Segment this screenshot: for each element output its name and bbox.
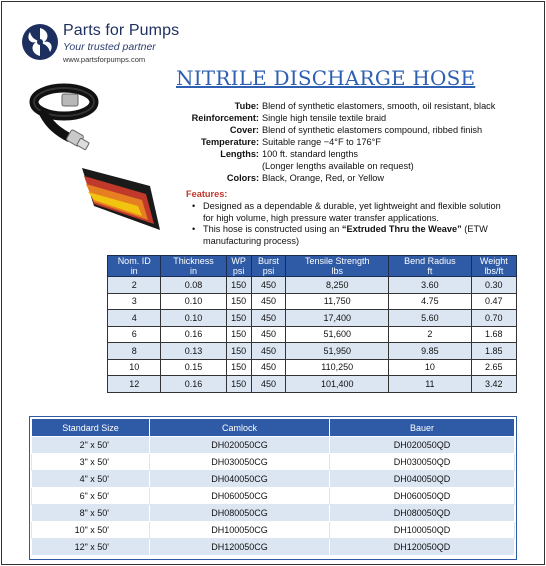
cell: 1.85 <box>471 343 516 360</box>
cell: 101,400 <box>286 376 389 393</box>
cell: 10 <box>389 359 471 376</box>
hose-layers-image <box>76 160 162 236</box>
cell-camlock: DH040050CG <box>150 471 330 488</box>
brand-name: Parts for Pumps <box>63 22 180 39</box>
cell: 5.60 <box>389 310 471 327</box>
spec-row <box>170 172 495 184</box>
col-header: Nom. ID in <box>108 256 161 277</box>
cell: 0.10 <box>161 310 226 327</box>
cell: 9.85 <box>389 343 471 360</box>
cell: 0.10 <box>161 293 226 310</box>
cell: 2.65 <box>471 359 516 376</box>
spec-value: Blend of synthetic elastomers compound, ribbed finish <box>262 125 483 135</box>
cell: 11 <box>389 376 471 393</box>
cell-camlock: DH080050CG <box>150 505 330 522</box>
cell-camlock: DH020050CG <box>150 437 330 454</box>
cell: 8 <box>108 343 161 360</box>
cell-bauer: DH040050QD <box>330 471 515 488</box>
cell-size: 3" x 50' <box>32 454 150 471</box>
part-number-table <box>31 418 515 556</box>
cell: 3.60 <box>389 277 471 294</box>
cell: 3 <box>108 293 161 310</box>
cell-bauer: DH120050QD <box>330 539 515 556</box>
col-header-size: Standard Size <box>32 419 150 437</box>
col-header: Thickness in <box>161 256 226 277</box>
cell-camlock: DH030050CG <box>150 454 330 471</box>
spec-key: Lengths: <box>220 149 259 159</box>
cell-bauer: DH080050QD <box>330 505 515 522</box>
cell: 12 <box>108 376 161 393</box>
cell-camlock: DH100050CG <box>150 522 330 539</box>
cell: 0.70 <box>471 310 516 327</box>
cell: 450 <box>251 310 286 327</box>
col-header: WP psi <box>226 256 251 277</box>
cell: 3.42 <box>471 376 516 393</box>
cell: 0.47 <box>471 293 516 310</box>
spec-row <box>170 100 495 112</box>
cell: 2 <box>108 277 161 294</box>
cell: 4 <box>108 310 161 327</box>
cell: 4.75 <box>389 293 471 310</box>
table-row <box>108 343 517 360</box>
features-heading: Features: <box>186 189 228 199</box>
col-header-bauer: Bauer <box>330 419 515 437</box>
spec-key: Colors: <box>226 173 259 183</box>
spec-key: Cover: <box>229 125 259 135</box>
cell: 0.16 <box>161 376 226 393</box>
table-row <box>32 488 515 505</box>
cell: 10 <box>108 359 161 376</box>
page-title: NITRILE DISCHARGE HOSE <box>176 66 476 90</box>
cell: 51,600 <box>286 326 389 343</box>
spec-key: Reinforcement: <box>191 113 259 123</box>
cell-size: 6" x 50' <box>32 488 150 505</box>
cell: 11,750 <box>286 293 389 310</box>
cell: 0.16 <box>161 326 226 343</box>
col-header-camlock: Camlock <box>150 419 330 437</box>
spec-value: Suitable range −4°F to 176°F <box>262 137 381 147</box>
cell-size: 4" x 50' <box>32 471 150 488</box>
table-row <box>108 376 517 393</box>
spec-value: Blend of synthetic elastomers, smooth, oil resistant, black <box>262 101 496 111</box>
spec-table-header-row <box>108 256 517 277</box>
cell: 450 <box>251 293 286 310</box>
cell: 0.15 <box>161 359 226 376</box>
feature-text: Designed as a dependable & durable, yet lightweight and flexible solution for high volume, high pressure water transfer applications. <box>203 201 501 223</box>
cell-bauer: DH060050QD <box>330 488 515 505</box>
col-header: Bend Radius ft <box>389 256 471 277</box>
cell: 17,400 <box>286 310 389 327</box>
table-row <box>108 293 517 310</box>
cell: 150 <box>226 293 251 310</box>
spec-row <box>170 112 495 124</box>
cell: 110,250 <box>286 359 389 376</box>
table-row <box>108 359 517 376</box>
spec-value: Single high tensile textile braid <box>262 113 387 123</box>
spec-list <box>170 100 495 184</box>
spec-row <box>170 124 495 136</box>
cell: 150 <box>226 310 251 327</box>
part-table-header-row <box>32 419 515 437</box>
table-row <box>32 437 515 454</box>
cell: 0.13 <box>161 343 226 360</box>
spec-value: Black, Orange, Red, or Yellow <box>262 173 385 183</box>
cell: 1.68 <box>471 326 516 343</box>
cell-bauer: DH020050QD <box>330 437 515 454</box>
hose-coil-image <box>28 80 106 160</box>
cell-size: 12" x 50' <box>32 539 150 556</box>
spec-row <box>170 148 495 160</box>
table-row <box>32 522 515 539</box>
cell: 150 <box>226 359 251 376</box>
spec-row <box>170 136 495 148</box>
cell: 450 <box>251 359 286 376</box>
table-row <box>32 539 515 556</box>
brand-url: www.partsforpumps.com <box>63 55 146 64</box>
cell-camlock: DH120050CG <box>150 539 330 556</box>
cell: 0.30 <box>471 277 516 294</box>
spec-table <box>107 255 517 393</box>
col-header: Burst psi <box>251 256 286 277</box>
cell: 51,950 <box>286 343 389 360</box>
spec-key: Tube: <box>234 101 259 111</box>
cell: 450 <box>251 376 286 393</box>
cell: 150 <box>226 376 251 393</box>
table-row <box>108 310 517 327</box>
spec-key: Temperature: <box>200 137 259 147</box>
col-header: Tensile Strength lbs <box>286 256 389 277</box>
table-row <box>32 471 515 488</box>
spec-row <box>170 160 495 172</box>
spec-value: 100 ft. standard lengths <box>262 149 359 159</box>
feature-text: This hose is constructed using an <box>203 224 340 234</box>
cell: 150 <box>226 343 251 360</box>
col-header: Weight lbs/ft <box>471 256 516 277</box>
cell: 150 <box>226 326 251 343</box>
cell: 150 <box>226 277 251 294</box>
cell-size: 8" x 50' <box>32 505 150 522</box>
cell-size: 10" x 50' <box>32 522 150 539</box>
spec-key <box>170 160 262 172</box>
cell: 8,250 <box>286 277 389 294</box>
cell: 450 <box>251 343 286 360</box>
table-row <box>108 326 517 343</box>
table-row <box>108 277 517 294</box>
features-list <box>190 201 510 247</box>
cell: 0.08 <box>161 277 226 294</box>
table-row <box>32 505 515 522</box>
cell-camlock: DH060050CG <box>150 488 330 505</box>
cell: 2 <box>389 326 471 343</box>
feature-item <box>190 201 510 224</box>
cell-bauer: DH030050QD <box>330 454 515 471</box>
spec-value: (Longer lengths available on request) <box>262 161 414 171</box>
parts-for-pumps-logo-icon <box>20 22 60 62</box>
cell: 6 <box>108 326 161 343</box>
cell-bauer: DH100050QD <box>330 522 515 539</box>
feature-tail: (ETW manufacturing process) <box>203 224 488 246</box>
cell-size: 2" x 50' <box>32 437 150 454</box>
feature-emphasis: “Extruded Thru the Weave” <box>341 224 462 234</box>
brand-tagline: Your trusted partner <box>63 41 156 53</box>
brand-block <box>63 22 179 64</box>
feature-item <box>190 224 510 247</box>
cell: 450 <box>251 326 286 343</box>
table-row <box>32 454 515 471</box>
cell: 450 <box>251 277 286 294</box>
